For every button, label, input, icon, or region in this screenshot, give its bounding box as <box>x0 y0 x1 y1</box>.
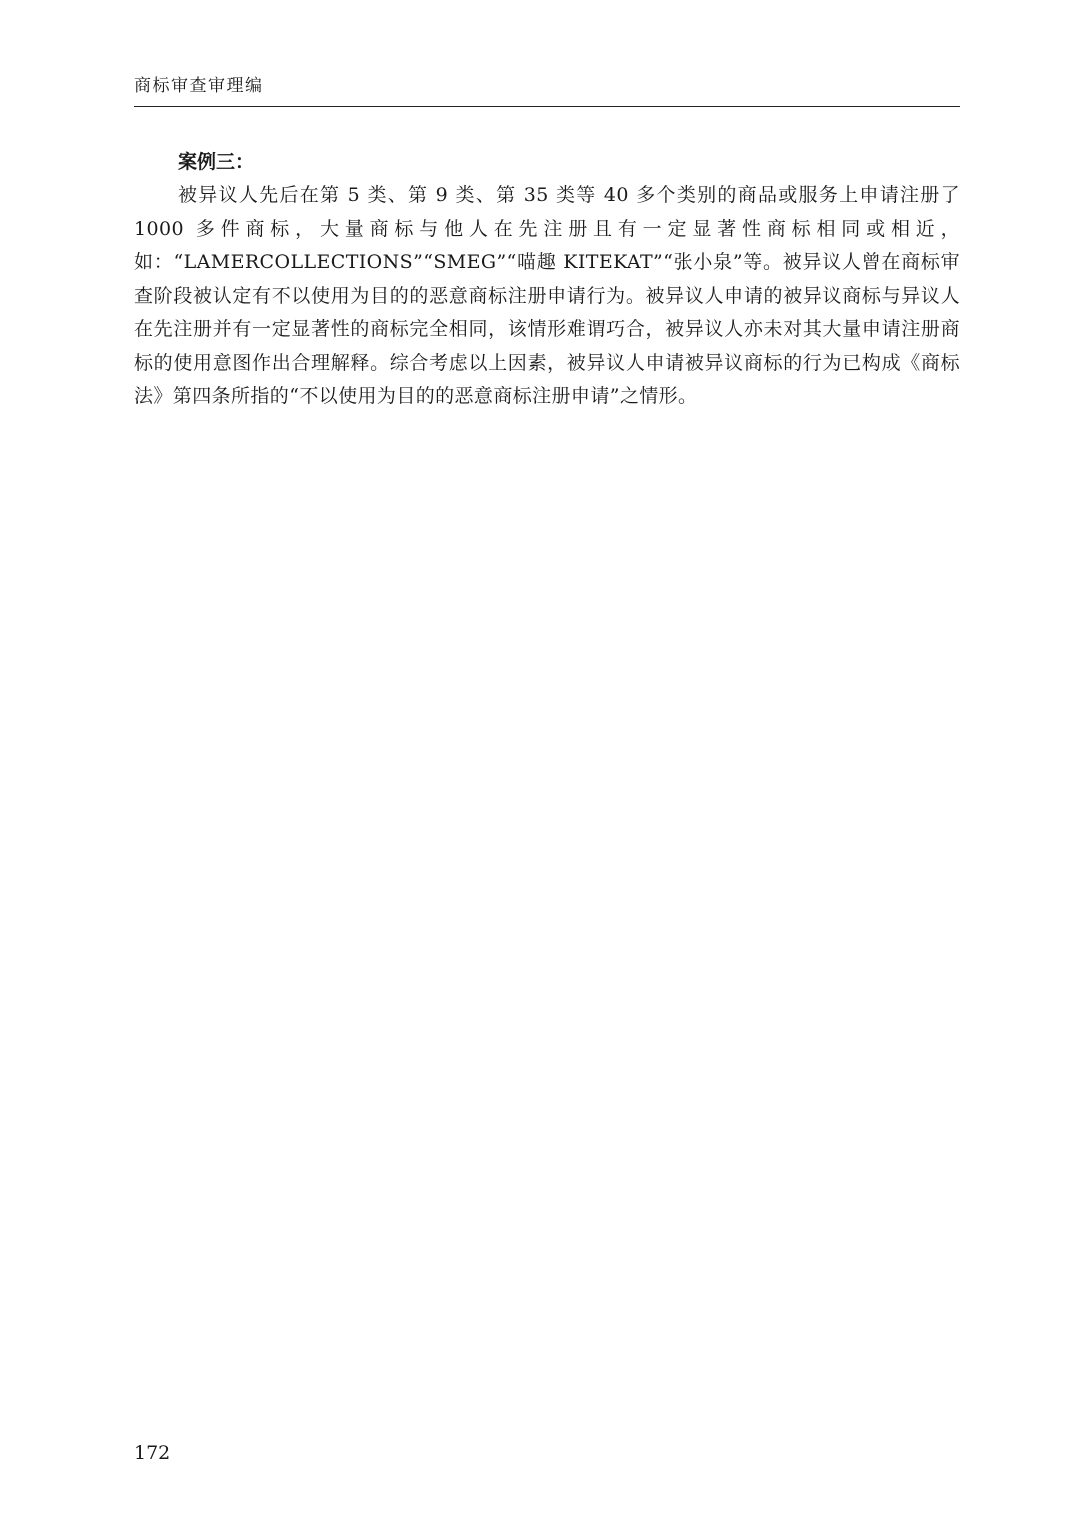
page-header <box>134 74 960 107</box>
page-number: 172 <box>134 1442 171 1464</box>
case-paragraph: 被异议人先后在第 5 类、第 9 类、第 35 类等 40 多个类别的商品或服务上申请注册了 1000 多件商标，大量商标与他人在先注册且有一定显著性商标相同或相近，如：“LAMERCOLLECTIONS”“SMEG”“喵趣 KITEKAT”“张小泉”等。被异议人曾在商标审查阶段被认定有不以使用为目的的恶意商标注册申请行为。被异议人申请的被异议商标与异议人在先注册并有一定显著性的商标完全相同，该情形难谓巧合，被异议人亦未对其大量申请注册商标的使用意图作出合理解释。综合考虑以上因素，被异议人申请被异议商标的行为已构成《商标法》第四条所指的“不以使用为目的的恶意商标注册申请”之情形。 <box>134 184 960 407</box>
main-content <box>134 146 960 414</box>
running-title: 商标审查审理编 <box>134 76 264 96</box>
case-heading: 案例三： <box>178 151 255 173</box>
